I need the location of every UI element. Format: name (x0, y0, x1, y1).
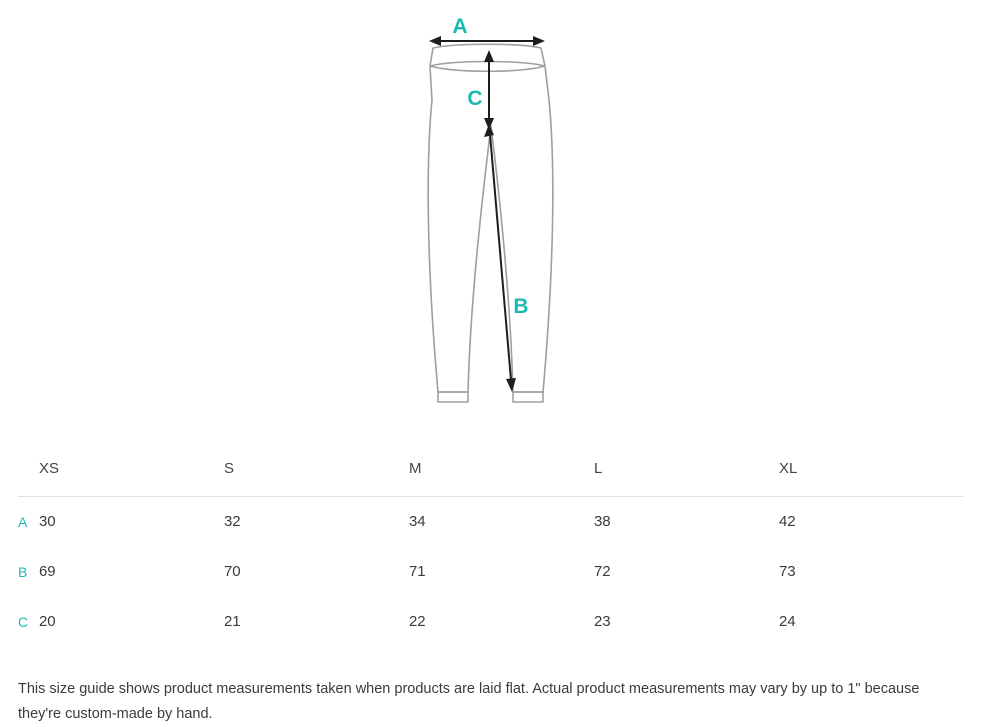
cell-c-l: 23 (593, 613, 611, 630)
column-header-l: L (594, 440, 779, 497)
size-table (18, 440, 964, 647)
size-guide-footnote: This size guide shows product measurements taken when products are laid flat. Actual product measurements may vary by up to 1" because they're custom-made by hand. (18, 680, 920, 722)
column-header-m: M (409, 440, 594, 497)
diagram-label-b: B (513, 295, 529, 318)
cell-a-xl: 42 (778, 513, 796, 531)
table-row (18, 497, 964, 547)
size-table-header-row (18, 440, 964, 497)
cell-b-l: 72 (593, 563, 611, 580)
size-chart (18, 440, 964, 647)
cell-c-s: 21 (223, 613, 241, 630)
size-table-head (18, 440, 964, 497)
row-label-c: C (18, 613, 29, 630)
rise-measure-arrow (484, 50, 494, 130)
size-table-body (18, 497, 964, 647)
cell-a-l: 38 (593, 513, 611, 531)
diagram-label-c: C (467, 87, 483, 110)
row-label-b: B (18, 563, 28, 580)
column-header-xs: XS (39, 440, 224, 497)
cell-b-xl: 73 (778, 563, 796, 580)
table-row (18, 597, 964, 647)
row-label-a: A (18, 513, 28, 530)
diagram-label-a: A (452, 15, 468, 38)
cell-a-xs: 30 (38, 513, 56, 531)
table-row (18, 547, 964, 597)
cell-c-xl: 24 (778, 613, 796, 630)
cell-b-s: 70 (223, 563, 241, 580)
cell-a-s: 32 (223, 513, 241, 531)
cell-b-m: 71 (408, 563, 426, 580)
cell-c-xs: 20 (38, 613, 56, 630)
leggings-outline-icon (428, 44, 553, 402)
table-corner-cell (18, 440, 39, 497)
cell-a-m: 34 (408, 513, 426, 531)
column-header-xl: XL (779, 440, 964, 497)
cell-c-m: 22 (408, 613, 426, 630)
column-header-s: S (224, 440, 409, 497)
cell-b-xs: 69 (38, 563, 56, 580)
